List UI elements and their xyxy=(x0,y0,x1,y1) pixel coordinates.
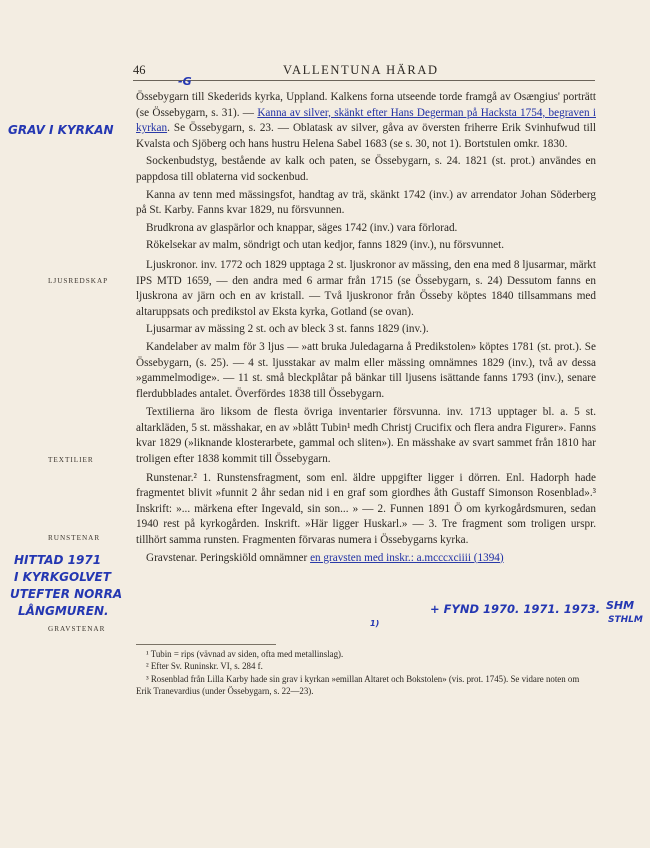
handwritten-utefter: UTEFTER NORRA xyxy=(10,587,123,601)
paragraph-brudkrona: Brudkrona av glaspärlor och knappar, säges 1742 (inv.) vara förlorad. xyxy=(146,221,458,234)
footnote-2: ² Efter Sv. Runinskr. VI, s. 284 f. xyxy=(146,661,263,672)
handwritten-i-kyrkgolvet: I KYRKGOLVET xyxy=(14,570,111,584)
paragraph-runstenar: Runstenar.² 1. Runstensfragment, som enl. äldre uppgifter ligger i dörren. Enl. Hadorph hade fragmentet blivit »funnit 2 åhr sedan nid i en graf som giordhes åth Gustaff Simonson Rosenblad».³ Inskrift: »... märkena efter Ingevald, sin son... » — 2. Funnen 1891 Ö om kyrkogårdsmuren, sedan 1940 rest på kyrkogården. Inskrift. »Här ligger Huskarl.» — 3. Tre fragment som troligen urspr. tillhört samma runsten. Fragmenten förvaras numera i Össebygarns kyrka. xyxy=(136,471,596,547)
page-header xyxy=(133,63,593,81)
footnotes xyxy=(136,648,596,698)
underlined-kanna-silver: Kanna av silver, skänkt efter Hans Degerman på Hacksta 1754, begraven i kyrkan xyxy=(136,106,596,135)
paragraph-rokelsekar: Rökelsekar av malm, söndrigt och utan kedjor, fanns 1829 (inv.), nu försvunnet. xyxy=(146,239,504,252)
page-number: 46 xyxy=(133,63,146,77)
header-rule xyxy=(133,80,595,81)
paragraph-ljusarmar: Ljusarmar av mässing 2 st. och av bleck 3 st. fanns 1829 (inv.). xyxy=(146,323,429,336)
handwritten-shm: SHM xyxy=(606,599,635,612)
underlined-gravsten: en gravsten med inskr.: a.mcccxciiii (1394) xyxy=(310,551,504,564)
paragraph-ljuskronor: Ljuskronor. inv. 1772 och 1829 upptaga 2 st. ljuskronor av mässing, den ena med 8 ljusarmar, märkt IPS MTD 1659, — den andra med 6 armar från 1715 (se Össebygarn, s. 24) Dessutom fanns en ljuskrona av järn och en av kristall. — Två ljuskronor från Össeby köptes 1840 tillsammans med altaruppsats och predikstol av Eksta kyrka, Gotland (se ovan). xyxy=(136,258,596,318)
paragraph-sockenbudstyg: Sockenbudstyg, bestående av kalk och paten, se Össebygarn, s. 24. 1821 (st. prot.) användes en pappdosa till oblaterna vid sockenbud. xyxy=(136,155,596,183)
handwritten-fynd: + FYND 1970. 1971. 1973. xyxy=(430,602,601,616)
handwritten-hittad: HITTAD 1971 xyxy=(14,553,102,567)
paragraph-kanna-tenn: Kanna av tenn med mässingsfot, handtag av trä, skänkt 1742 (inv.) av arrendator Johan Söderberg på St. Karby. Fanns kvar 1829, nu försvunnen. xyxy=(136,188,596,217)
margin-label-runstenar: RUNSTENAR xyxy=(48,534,101,542)
margin-label-ljusredskap: LJUSREDSKAP xyxy=(48,277,109,285)
paragraph-kandelaber: Kandelaber av malm för 3 ljus — »att bruka Juledagarna å Predikstolen» köptes 1781 (st. prot.). Se Össebygarn, (s. 25). — 4 st. ljusstakar av malm eller mässing omnämnes 1829 (inv.), två av dessa »gammelmodige». — 11 st. små bleckplåtar på bänkar till ljusens isättande fanns 1793 (inv.), senare flerdubblades antalet. Överfördes 1838 till Össebygarn. xyxy=(136,340,596,400)
paragraph-kanna-silver: Össebygarn till Skederids kyrka, Uppland. Kalkens forna utseende torde framgå av Osængius' porträtt (se Össebygarn, s. 31). — Kanna av silver, skänkt efter Hans Degerman på Hacksta 1754, begraven i kyrkan. Se Össebygarn, s. 23. — Oblatask av silver, gåva av översten friherre Erik Svinhufwud till Kvalsta och Sjöberg och hans hustru Helena Sabel 1683 (se s. 30, not 1). Bortstulen omkr. 1830. xyxy=(136,91,596,150)
body-text xyxy=(136,90,596,568)
running-title: VALLENTUNA HÄRAD xyxy=(283,63,439,77)
margin-label-gravstenar: GRAVSTENAR xyxy=(48,625,106,633)
handwritten-langmuren: LÅNGMUREN. xyxy=(18,604,109,618)
footnote-3: ³ Rosenblad från Lilla Karby hade sin grav i kyrkan »emillan Altaret och Bokstolen» (vis. prot. 1745). Se vidare noten om Erik Tranevardius (under Össebygarn, s. 22—23). xyxy=(136,673,580,697)
margin-label-textilier: TEXTILIER xyxy=(48,456,94,464)
paragraph-textilier: Textilierna äro liksom de flesta övriga inventarier försvunna. inv. 1713 upptager bl. a. 5 st. altarkläden, 5 st. mässhakar, en av »blått Tubin¹ medh Christj Crucifix och flera andra Figurer». Fanns kvar 1829 (»liknande klosterarbete, gammal och sliten»). En mässhake av svart sammet från 1810 har troligen efter 1838 kommit till Össebygarn. xyxy=(136,406,596,466)
handwritten-circled-one: 1) xyxy=(370,619,380,628)
handwritten-correction: -G xyxy=(178,75,192,88)
handwritten-sthlm: STHLM xyxy=(608,615,643,625)
paragraph-gravstenar: Gravstenar. Peringskiöld omnämner en gravsten med inskr.: a.mcccxciiii (1394) xyxy=(146,551,504,564)
footnote-1: ¹ Tubin = rips (vävnad av siden, ofta med metallinslag). xyxy=(146,649,344,659)
footnote-rule xyxy=(136,644,276,645)
handwritten-grav-i-kyrkan: GRAV I KYRKAN xyxy=(8,123,114,137)
